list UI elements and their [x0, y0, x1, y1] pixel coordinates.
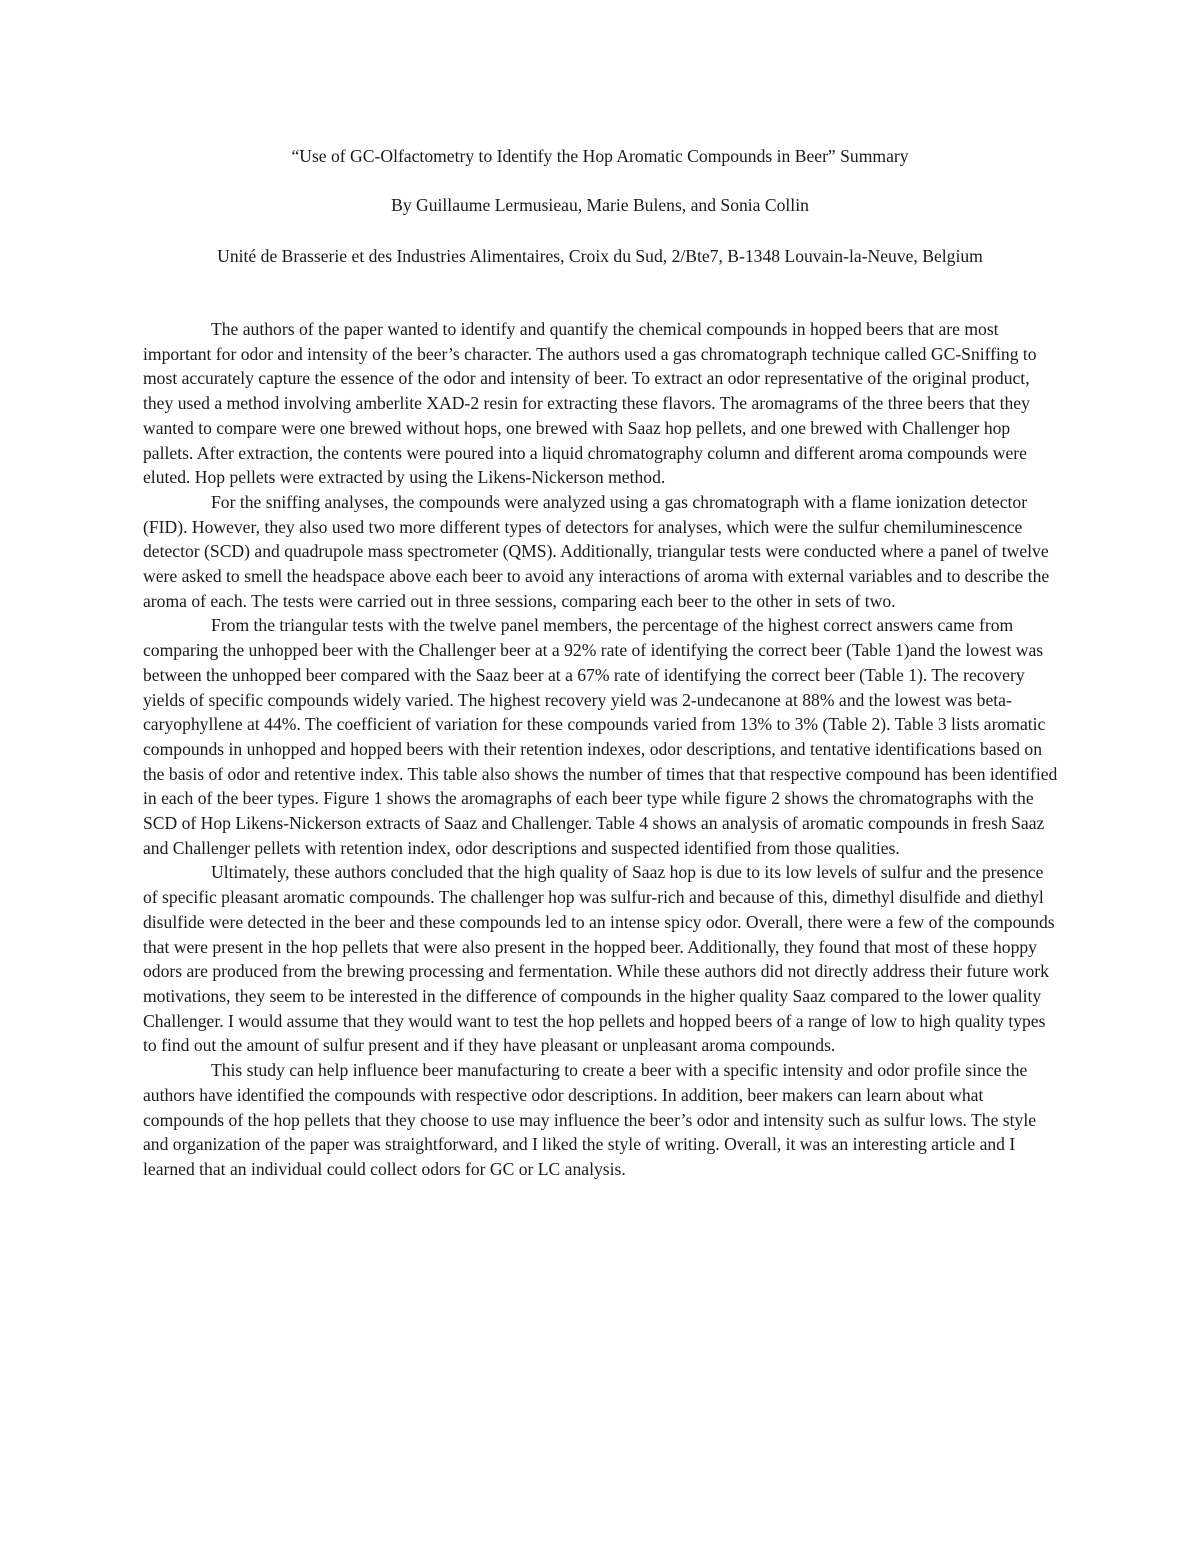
document-body — [143, 317, 1061, 1182]
paragraph-1: The authors of the paper wanted to identify and quantify the chemical compounds in hopped beers that are most important for odor and intensity of the beer’s character. The authors used a gas chromatograph technique called GC-Sniffing to most accurately capture the essence of the odor and intensity of beer. To extract an odor representative of the original product, they used a method involving amberlite XAD-2 resin for extracting these flavors. The aromagrams of the three beers that they wanted to compare were one brewed without hops, one brewed with Saaz hop pellets, and one brewed with Challenger hop pallets. After extraction, the contents were poured into a liquid chromatography column and different aroma compounds were eluted. Hop pellets were extracted by using the Likens-Nickerson method. — [143, 319, 1037, 488]
paragraph-5: This study can help influence beer manufacturing to create a beer with a specific intensity and odor profile since the authors have identified the compounds with respective odor descriptions. In addition, beer makers can learn about what compounds of the hop pellets that they choose to use may influence the beer’s odor and intensity such as sulfur lows. The style and organization of the paper was straightforward, and I liked the style of writing. Overall, it was an interesting article and I learned that an individual could collect odors for GC or LC analysis. — [143, 1060, 1037, 1179]
document-authors: By Guillaume Lermusieau, Marie Bulens, and Sonia Collin — [391, 195, 809, 215]
document-title: “Use of GC-Olfactometry to Identify the Hop Aromatic Compounds in Beer” Summary — [291, 146, 909, 166]
paragraph-3: From the triangular tests with the twelve panel members, the percentage of the highest correct answers came from comparing the unhopped beer with the Challenger beer at a 92% rate of identifying the correct beer (Table 1)and the lowest was between the unhopped beer compared with the Saaz beer at a 67% rate of identifying the correct beer (Table 1). The recovery yields of specific compounds widely varied. The highest recovery yield was 2-undecanone at 88% and the lowest was beta-caryophyllene at 44%. The coefficient of variation for these compounds varied from 13% to 3% (Table 2). Table 3 lists aromatic compounds in unhopped and hopped beers with their retention indexes, odor descriptions, and tentative identifications based on the basis of odor and retentive index. This table also shows the number of times that that respective compound has been identified in each of the beer types. Figure 1 shows the aromagraphs of each beer type while figure 2 shows the chromatographs with the SCD of Hop Likens-Nickerson extracts of Saaz and Challenger. Table 4 shows an analysis of aromatic compounds in fresh Saaz and Challenger pellets with retention index, odor descriptions and suspected identified from those qualities. — [143, 615, 1058, 858]
paragraph-4: Ultimately, these authors concluded that the high quality of Saaz hop is due to its low levels of sulfur and the presence of specific pleasant aromatic compounds. The challenger hop was sulfur-rich and because of this, dimethyl disulfide and diethyl disulfide were detected in the beer and these compounds led to an intense spicy odor. Overall, there were a few of the compounds that were present in the hop pellets that were also present in the hopped beer. Additionally, they found that most of these hoppy odors are produced from the brewing processing and fermentation. While these authors did not directly address their future work motivations, they seem to be interested in the difference of compounds in the higher quality Saaz compared to the lower quality Challenger. I would assume that they would want to test the hop pellets and hopped beers of a range of low to high quality types to find out the amount of sulfur present and if they have pleasant or unpleasant aroma compounds. — [143, 862, 1055, 1056]
document-affiliation: Unité de Brasserie et des Industries Alimentaires, Croix du Sud, 2/Bte7, B-1348 Louvain-la-Neuve, Belgium — [217, 246, 983, 266]
paragraph-2: For the sniffing analyses, the compounds were analyzed using a gas chromatograph with a flame ionization detector (FID). However, they also used two more different types of detectors for analyses, which were the sulfur chemiluminescence detector (SCD) and quadrupole mass spectrometer (QMS). Additionally, triangular tests were conducted where a panel of twelve were asked to smell the headspace above each beer to avoid any interactions of aroma with external variables and to describe the aroma of each. The tests were carried out in three sessions, comparing each beer to the other in sets of two. — [143, 491, 1050, 611]
